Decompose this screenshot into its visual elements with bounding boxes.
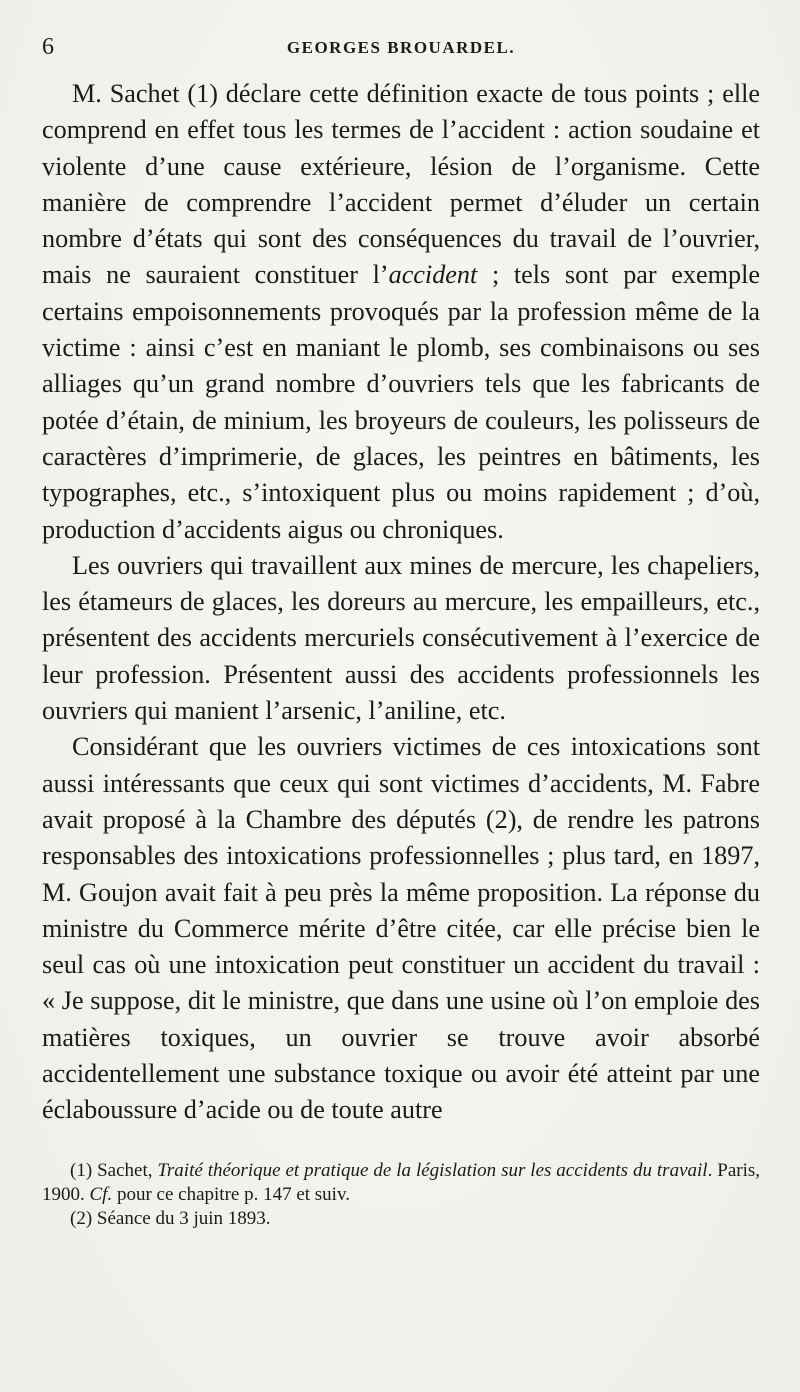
- footnote-1-lead: (1) Sachet,: [70, 1159, 158, 1181]
- paragraph-2: Les ouvriers qui travaillent aux mines de mercure, les chapeliers, les étameurs de glaces, les doreurs au mercure, les empailleurs, etc., présentent des accidents mercuriels consécutivement à l’exercice de leur profession. Présentent aussi des accidents professionnels les ouvriers qui manient l’arsenic, l’aniline, etc.: [42, 550, 760, 726]
- paragraph-3: Considérant que les ouvriers victimes de ces intoxications sont aussi intéressants que ceux qui sont victimes d’accidents, M. Fabre avait proposé à la Chambre des députés (2), de rendre les patrons responsables des intoxications professionnelles ; plus tard, en 1897, M. Goujon avait fait à peu près la même proposition. La réponse du ministre du Commerce mérite d’être citée, car elle précise bien le seul cas où une intoxication peut constituer un accident du travail : « Je suppose, dit le ministre, que dans une usine où l’on emploie des matières toxiques, un ouvrier se trouve avoir absorbé accidentellement une substance toxique ou avoir été atteint par une éclaboussure d’acide ou de toute autre: [42, 732, 760, 1125]
- paragraph-1-italic: accident: [388, 260, 478, 290]
- footnote-1-tail: pour ce chapitre p. 147 et suiv.: [112, 1183, 350, 1205]
- running-head: [42, 32, 760, 72]
- page-number: 6: [42, 34, 54, 60]
- paragraph-1-text-a: M. Sachet (1) déclare cette définition exacte de tous points ; elle comprend en effet tous les termes de l’accident : action soudaine et violente d’une cause extérieure, lésion de l’organisme. Cette manière de comprendre l’accident permet d’éluder un certain nombre d’états qui sont des conséquences du travail de l’ouvrier, mais ne sauraient constituer l’: [42, 79, 760, 290]
- paragraph-1: [42, 76, 760, 548]
- header-title: GEORGES BROUARDEL.: [286, 38, 516, 57]
- footnote-1-title: Traité théorique et pratique de la législation sur les accidents du travail: [157, 1159, 708, 1181]
- footnotes: [42, 1159, 760, 1231]
- footnote-1: [42, 1159, 760, 1207]
- footnote-2: (2) Séance du 3 juin 1893.: [70, 1207, 271, 1229]
- footnote-1-middle: . Paris, 1900.: [42, 1159, 760, 1205]
- body-text: [42, 76, 760, 1129]
- paragraph-1-text-b: ; tels sont par exemple certains empoisonnements provoqués par la profession même de la victime : ainsi c’est en maniant le plomb, ses combinaisons ou ses alliages qu’un grand nombre d’ouvriers tels que les fabricants de potée d’étain, de minium, les broyeurs de couleurs, les polisseurs de caractères d’imprimerie, de glaces, les peintres en bâtiments, les typographes, etc., s’intoxiquent plus ou moins rapidement ; d’où, production d’accidents aigus ou chroniques.: [42, 260, 761, 544]
- footnote-1-cf: Cf.: [89, 1183, 113, 1205]
